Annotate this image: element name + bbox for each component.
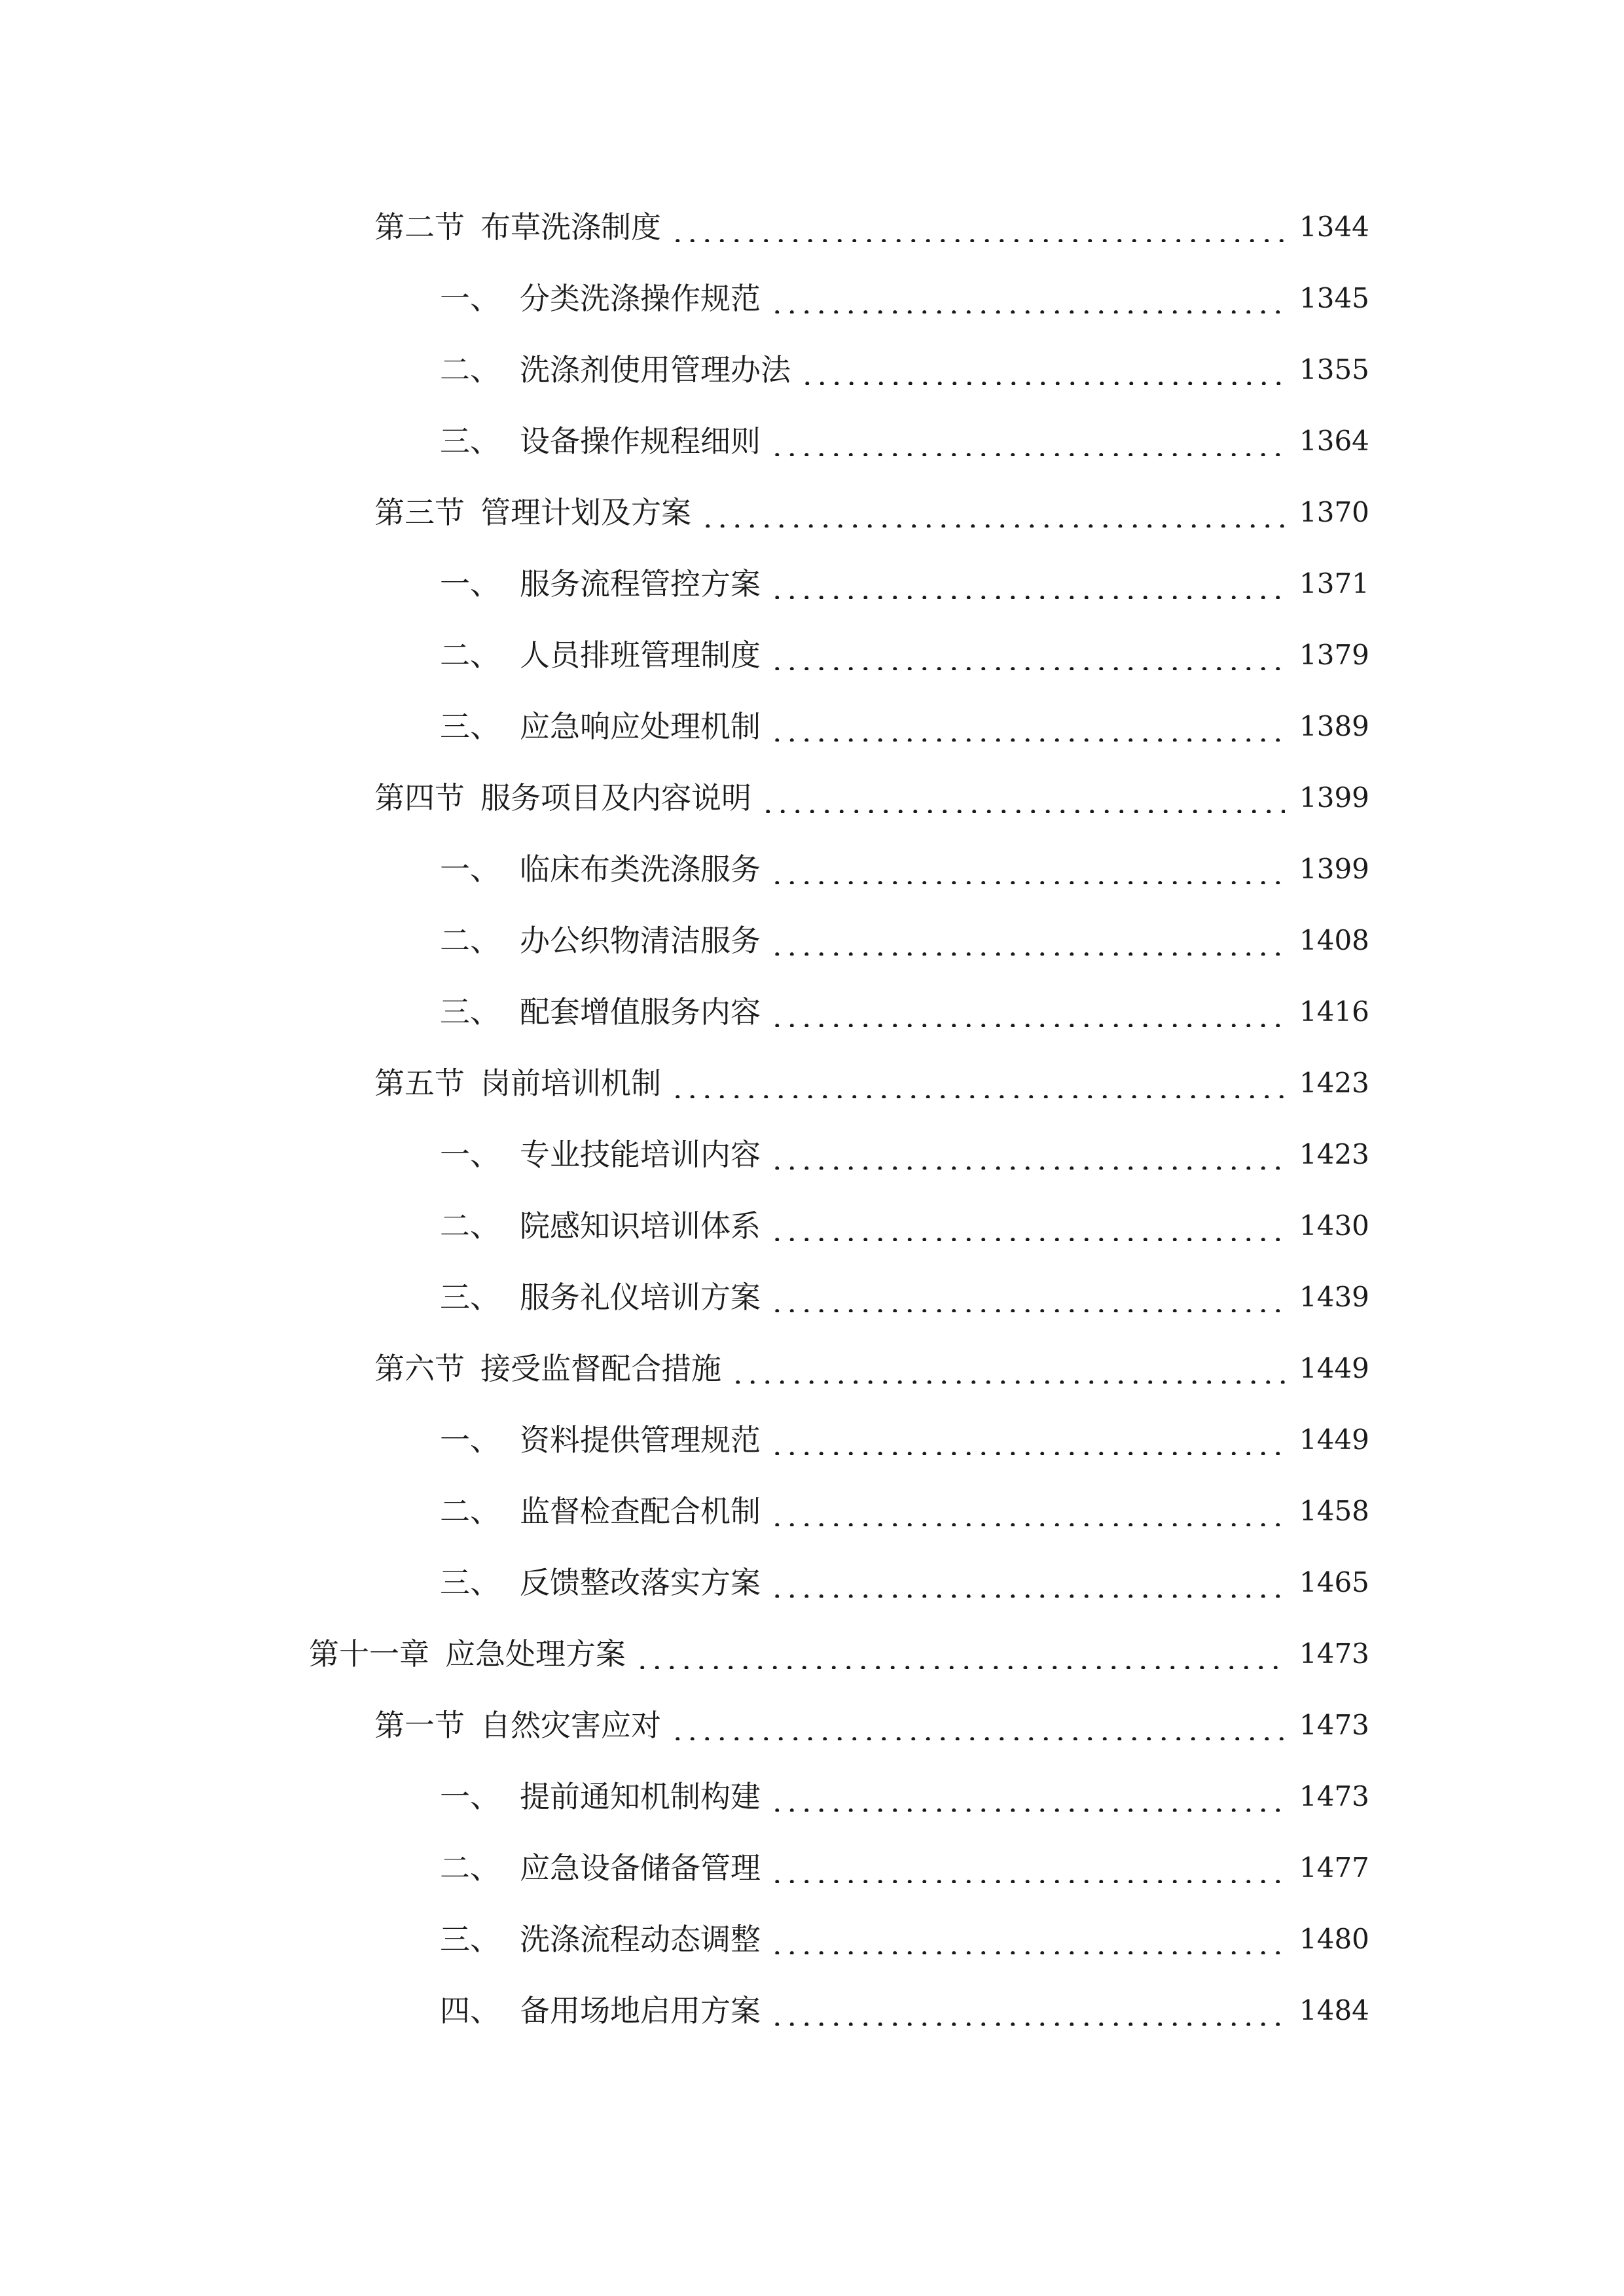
toc-entry-number: 三、	[440, 423, 500, 459]
toc-entry-title: 应急响应处理机制	[520, 708, 761, 744]
toc-entry-title: 分类洗涤操作规范	[520, 280, 761, 316]
toc-subsection-entry[interactable]	[0, 1761, 1624, 1832]
toc-page-number: 1399	[1299, 852, 1369, 885]
toc-entry-title: 布草洗涤制度	[480, 209, 661, 245]
toc-entry-number: 三、	[440, 994, 500, 1030]
toc-subsection-entry[interactable]	[0, 262, 1624, 334]
toc-page-number: 1399	[1299, 781, 1369, 814]
toc-subsection-entry[interactable]	[0, 1903, 1624, 1975]
toc-entry-title: 应急处理方案	[445, 1636, 626, 1672]
toc-entry-number: 三、	[440, 1279, 500, 1315]
toc-entry-title: 服务项目及内容说明	[480, 780, 751, 816]
toc-entry-number: 四、	[440, 1992, 500, 2028]
toc-dot-leader	[770, 1853, 1285, 1883]
toc-chapter-entry[interactable]	[0, 1618, 1624, 1689]
toc-entry-number: 第五节	[374, 1065, 465, 1101]
toc-page-number: 1473	[1299, 1637, 1369, 1670]
toc-entry-number: 第一节	[374, 1707, 465, 1743]
toc-dot-leader	[670, 1710, 1285, 1740]
toc-page-number: 1371	[1299, 567, 1369, 600]
toc-page-number: 1473	[1299, 1780, 1369, 1812]
toc-page-number: 1364	[1299, 424, 1369, 457]
toc-page-number: 1379	[1299, 638, 1369, 671]
toc-entry-title: 管理计划及方案	[480, 494, 691, 530]
toc-subsection-entry[interactable]	[0, 1475, 1624, 1547]
toc-entry-number: 一、	[440, 280, 500, 316]
toc-page-number: 1370	[1299, 495, 1369, 528]
toc-entry-number: 二、	[440, 637, 500, 673]
toc-dot-leader	[770, 1924, 1285, 1954]
toc-dot-leader	[770, 569, 1285, 599]
toc-entry-title: 洗涤流程动态调整	[520, 1921, 761, 1957]
toc-page-number: 1430	[1299, 1209, 1369, 1242]
toc-entry-number: 第六节	[374, 1350, 465, 1386]
toc-entry-title: 院感知识培训体系	[520, 1208, 761, 1244]
toc-entry-title: 备用场地启用方案	[520, 1992, 761, 2028]
toc-entry-number: 三、	[440, 708, 500, 744]
toc-entry-number: 三、	[440, 1921, 500, 1957]
toc-subsection-entry[interactable]	[0, 691, 1624, 762]
toc-dot-leader	[731, 1354, 1285, 1384]
table-of-contents	[0, 191, 1624, 2046]
toc-section-entry[interactable]	[0, 762, 1624, 833]
toc-subsection-entry[interactable]	[0, 405, 1624, 476]
toc-entry-number: 第三节	[374, 494, 465, 530]
toc-subsection-entry[interactable]	[0, 1261, 1624, 1333]
toc-entry-title: 服务流程管控方案	[520, 565, 761, 601]
toc-entry-number: 二、	[440, 1850, 500, 1886]
toc-entry-title: 资料提供管理规范	[520, 1422, 761, 1458]
toc-page-number: 1449	[1299, 1423, 1369, 1456]
toc-entry-number: 一、	[440, 851, 500, 887]
toc-entry-title: 人员排班管理制度	[520, 637, 761, 673]
toc-entry-title: 监督检查配合机制	[520, 1493, 761, 1529]
toc-subsection-entry[interactable]	[0, 1975, 1624, 2046]
toc-dot-leader	[800, 355, 1285, 385]
toc-entry-number: 第二节	[374, 209, 465, 245]
toc-section-entry[interactable]	[0, 1333, 1624, 1404]
toc-dot-leader	[670, 212, 1285, 242]
toc-dot-leader	[770, 925, 1285, 956]
toc-entry-number: 二、	[440, 351, 500, 387]
toc-page-number: 1473	[1299, 1708, 1369, 1741]
toc-entry-title: 接受监督配合措施	[480, 1350, 721, 1386]
toc-dot-leader	[770, 1996, 1285, 2026]
toc-page-number: 1408	[1299, 924, 1369, 956]
toc-dot-leader	[770, 997, 1285, 1027]
toc-dot-leader	[770, 1782, 1285, 1812]
toc-entry-title: 办公织物清洁服务	[520, 922, 761, 958]
toc-entry-title: 设备操作规程细则	[520, 423, 761, 459]
toc-page-number: 1423	[1299, 1138, 1369, 1170]
toc-entry-number: 一、	[440, 1136, 500, 1172]
toc-dot-leader	[770, 854, 1285, 884]
toc-section-entry[interactable]	[0, 1047, 1624, 1119]
toc-page-number: 1345	[1299, 281, 1369, 314]
toc-dot-leader	[770, 283, 1285, 314]
toc-dot-leader	[635, 1639, 1285, 1669]
toc-page-number: 1449	[1299, 1352, 1369, 1384]
toc-entry-title: 自然灾害应对	[480, 1707, 661, 1743]
toc-subsection-entry[interactable]	[0, 1190, 1624, 1261]
toc-subsection-entry[interactable]	[0, 1547, 1624, 1618]
toc-dot-leader	[770, 1568, 1285, 1598]
toc-dot-leader	[700, 497, 1285, 528]
toc-entry-title: 提前通知机制构建	[520, 1778, 761, 1814]
toc-entry-title: 专业技能培训内容	[520, 1136, 761, 1172]
toc-entry-number: 二、	[440, 1493, 500, 1529]
toc-dot-leader	[770, 711, 1285, 742]
toc-entry-number: 第十一章	[309, 1636, 429, 1672]
toc-section-entry[interactable]	[0, 1689, 1624, 1761]
toc-entry-number: 二、	[440, 922, 500, 958]
toc-page-number: 1389	[1299, 709, 1369, 742]
toc-dot-leader	[770, 1496, 1285, 1526]
toc-subsection-entry[interactable]	[0, 1119, 1624, 1190]
toc-entry-title: 临床布类洗涤服务	[520, 851, 761, 887]
toc-dot-leader	[761, 783, 1285, 813]
toc-entry-title: 配套增值服务内容	[520, 994, 761, 1030]
toc-entry-number: 一、	[440, 1422, 500, 1458]
toc-entry-title: 反馈整改落实方案	[520, 1564, 761, 1600]
toc-entry-title: 洗涤剂使用管理办法	[520, 351, 791, 387]
toc-subsection-entry[interactable]	[0, 619, 1624, 691]
toc-page-number: 1355	[1299, 353, 1369, 386]
toc-page-number: 1458	[1299, 1494, 1369, 1527]
toc-dot-leader	[670, 1068, 1285, 1098]
toc-subsection-entry[interactable]	[0, 833, 1624, 905]
toc-page-number: 1465	[1299, 1566, 1369, 1598]
toc-entry-number: 一、	[440, 565, 500, 601]
toc-dot-leader	[770, 640, 1285, 670]
toc-dot-leader	[770, 426, 1285, 456]
toc-subsection-entry[interactable]	[0, 976, 1624, 1047]
toc-entry-number: 一、	[440, 1778, 500, 1814]
toc-page-number: 1484	[1299, 1994, 1369, 2026]
toc-page-number: 1480	[1299, 1922, 1369, 1955]
toc-entry-title: 岗前培训机制	[480, 1065, 661, 1101]
toc-subsection-entry[interactable]	[0, 548, 1624, 619]
toc-subsection-entry[interactable]	[0, 334, 1624, 405]
toc-entry-number: 二、	[440, 1208, 500, 1244]
toc-dot-leader	[770, 1282, 1285, 1312]
toc-page-number: 1423	[1299, 1066, 1369, 1099]
toc-dot-leader	[770, 1139, 1285, 1170]
toc-page-number: 1439	[1299, 1280, 1369, 1313]
toc-subsection-entry[interactable]	[0, 905, 1624, 976]
toc-entry-number: 第四节	[374, 780, 465, 816]
toc-dot-leader	[770, 1211, 1285, 1241]
toc-page-number: 1477	[1299, 1851, 1369, 1884]
toc-section-entry[interactable]	[0, 476, 1624, 548]
toc-page-number: 1344	[1299, 210, 1369, 243]
toc-entry-number: 三、	[440, 1564, 500, 1600]
toc-subsection-entry[interactable]	[0, 1404, 1624, 1475]
toc-entry-title: 服务礼仪培训方案	[520, 1279, 761, 1315]
toc-entry-title: 应急设备储备管理	[520, 1850, 761, 1886]
toc-dot-leader	[770, 1425, 1285, 1455]
toc-section-entry[interactable]	[0, 191, 1624, 262]
toc-subsection-entry[interactable]	[0, 1832, 1624, 1903]
toc-page-number: 1416	[1299, 995, 1369, 1028]
